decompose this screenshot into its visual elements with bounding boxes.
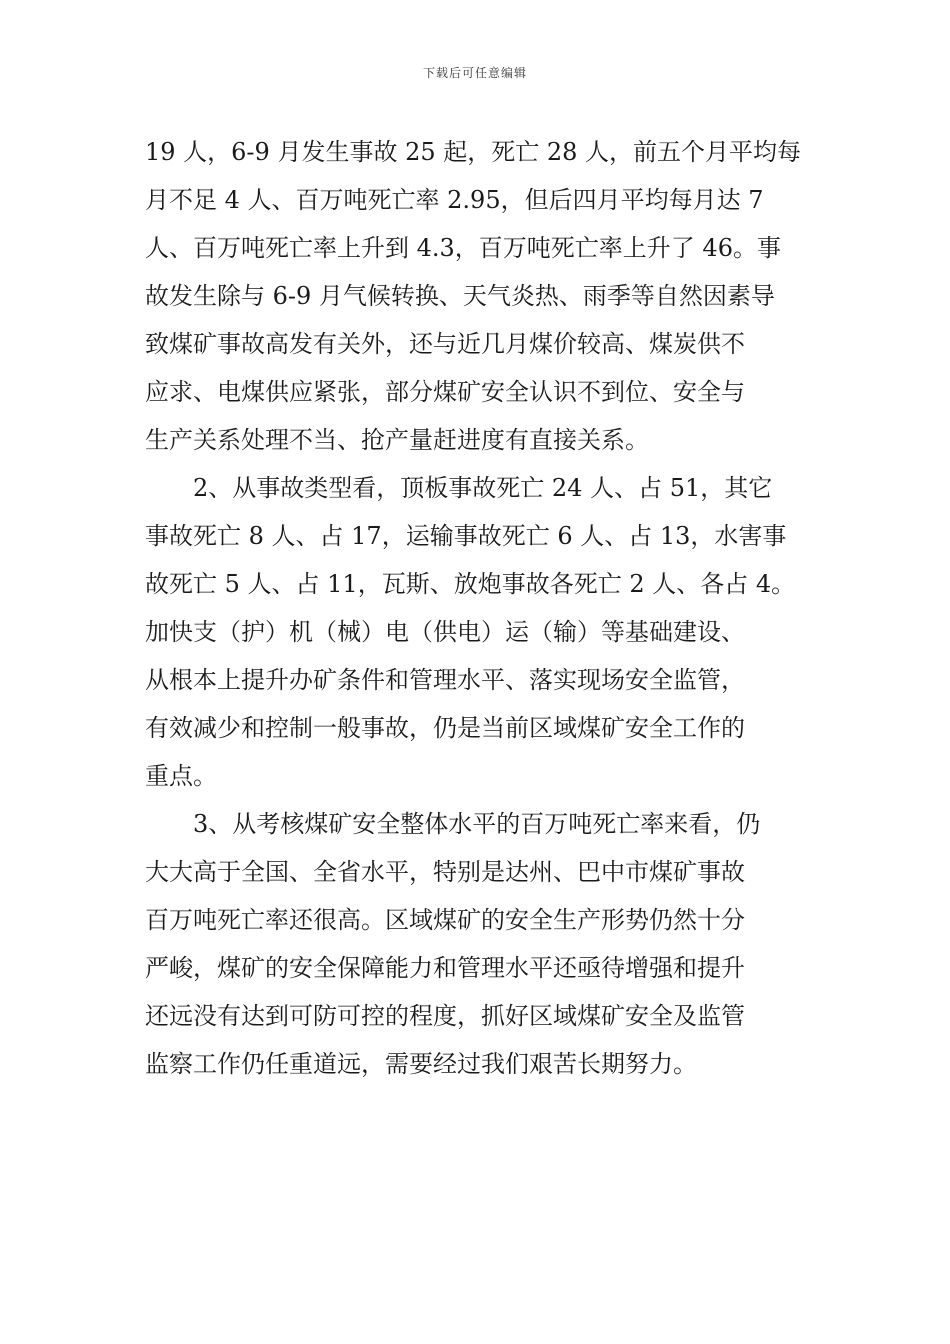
text-line: 致煤矿事故高发有关外，还与近几月煤价较高、煤炭供不 xyxy=(145,330,745,358)
text-line: 监察工作仍任重道远，需要经过我们艰苦长期努力。 xyxy=(145,1050,697,1078)
text-line-first: 2、从事故类型看，顶板事故死亡 24 人、占 51，其它 xyxy=(193,474,773,502)
text-line: 严峻，煤矿的安全保障能力和管理水平还亟待增强和提升 xyxy=(145,954,745,982)
text-line: 月不足 4 人、百万吨死亡率 2.95，但后四月平均每月达 7 xyxy=(145,186,764,214)
text-line: 有效减少和控制一般事故，仍是当前区域煤矿安全工作的 xyxy=(145,714,745,742)
paragraph-1 xyxy=(145,128,807,464)
text-line: 19 人，6-9 月发生事故 25 起，死亡 28 人，前五个月平均每 xyxy=(145,138,802,166)
text-line: 生产关系处理不当、抢产量赶进度有直接关系。 xyxy=(145,426,649,454)
text-line: 应求、电煤供应紧张，部分煤矿安全认识不到位、安全与 xyxy=(145,378,745,406)
text-line: 加快支（护）机（械）电（供电）运（输）等基础建设、 xyxy=(145,618,745,646)
paragraph-3 xyxy=(145,800,807,1088)
text-line: 还远没有达到可防可控的程度，抓好区域煤矿安全及监管 xyxy=(145,1002,745,1030)
text-line: 事故死亡 8 人、占 17，运输事故死亡 6 人、占 13，水害事 xyxy=(145,522,787,550)
text-line-first: 3、从考核煤矿安全整体水平的百万吨死亡率来看，仍 xyxy=(193,810,761,838)
text-line: 从根本上提升办矿条件和管理水平、落实现场安全监管， xyxy=(145,666,745,694)
text-line: 百万吨死亡率还很高。区域煤矿的安全生产形势仍然十分 xyxy=(145,906,745,934)
text-line: 重点。 xyxy=(145,762,217,790)
text-line: 故死亡 5 人、占 11，瓦斯、放炮事故各死亡 2 人、各占 4。 xyxy=(145,570,796,598)
text-line: 人、百万吨死亡率上升到 4.3，百万吨死亡率上升了 46。事 xyxy=(145,234,781,262)
text-line: 故发生除与 6-9 月气候转换、天气炎热、雨季等自然因素导 xyxy=(145,282,775,310)
document-body xyxy=(145,128,807,1088)
paragraph-2 xyxy=(145,464,807,800)
text-line: 大大高于全国、全省水平，特别是达州、巴中市煤矿事故 xyxy=(145,858,745,886)
header-note: 下载后可任意编辑 xyxy=(422,66,527,80)
